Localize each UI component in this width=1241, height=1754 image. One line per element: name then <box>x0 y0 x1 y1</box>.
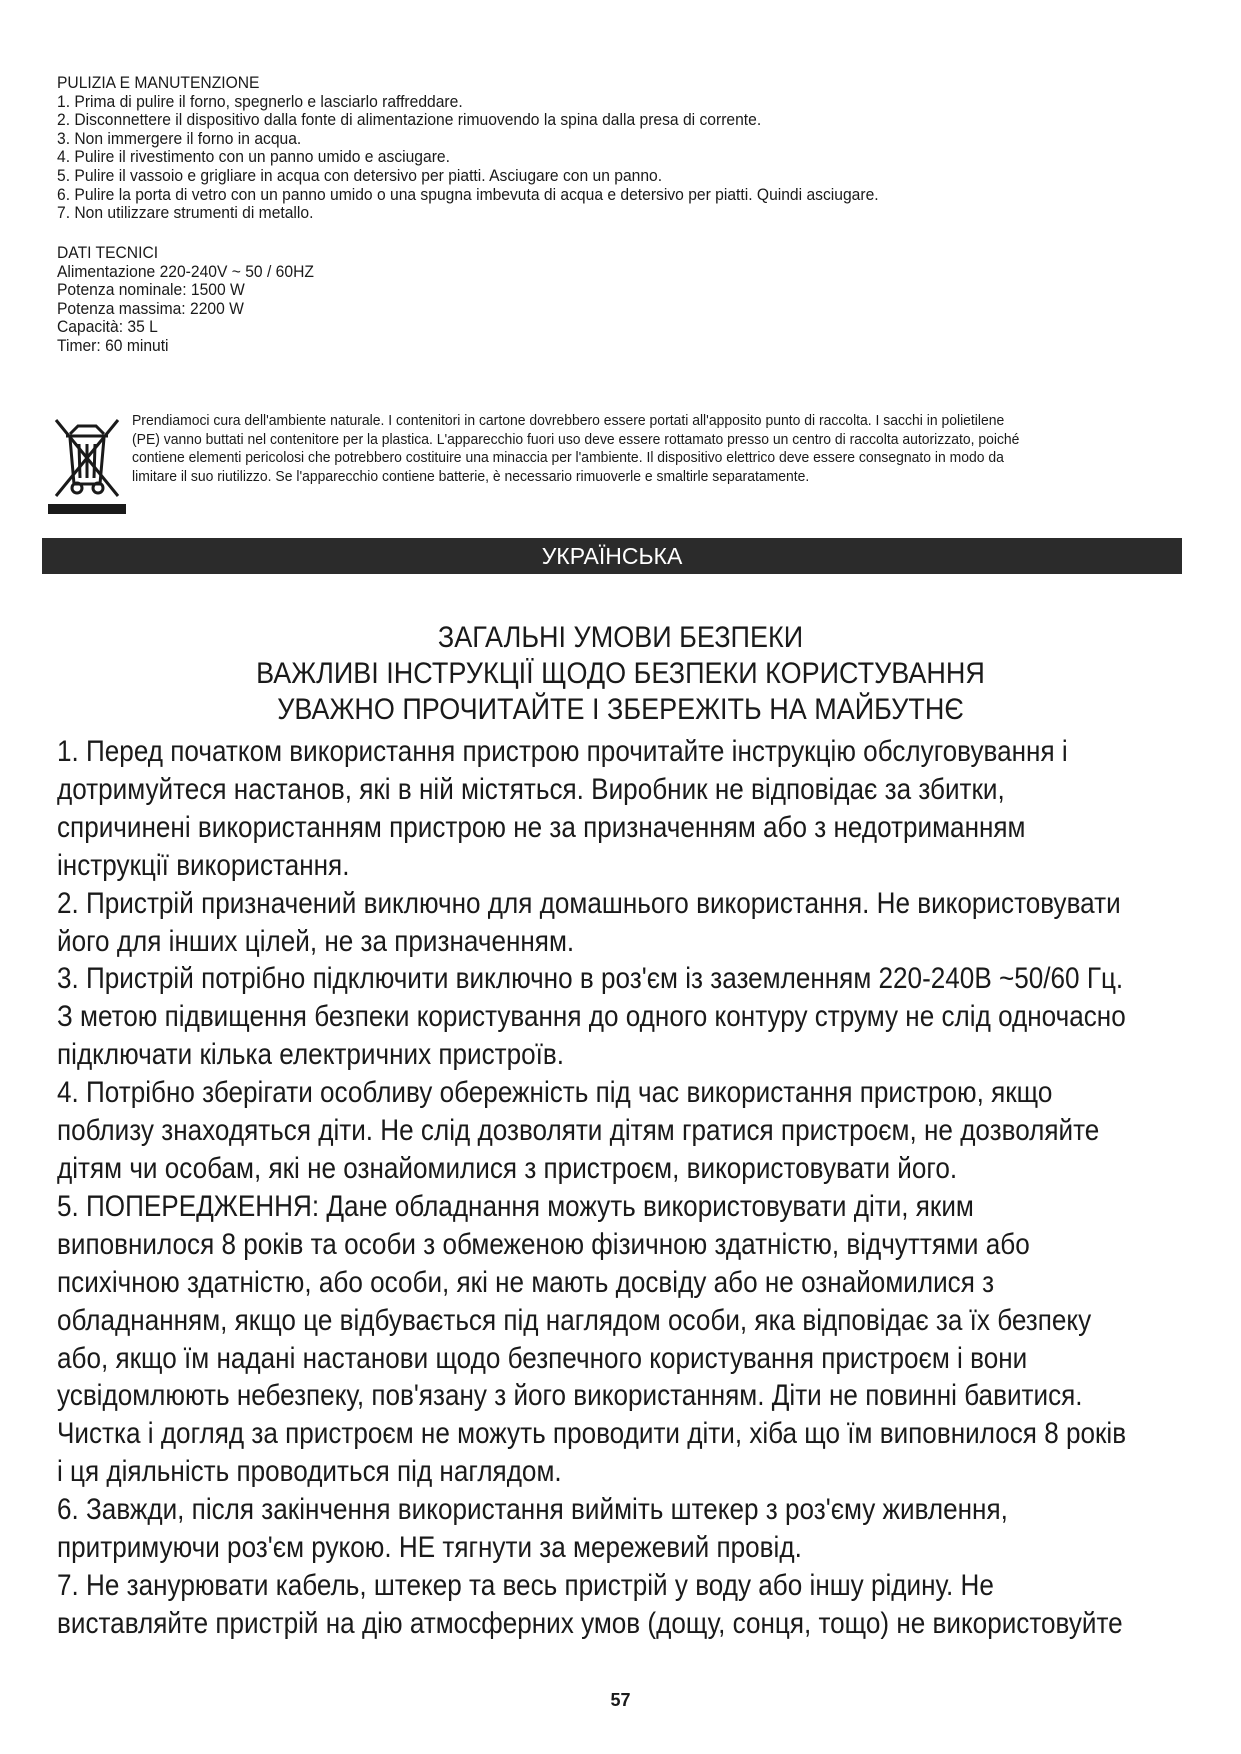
cleaning-item: 3. Non immergere il forno in acqua. <box>57 128 302 148</box>
safety-instructions <box>57 733 1154 1643</box>
body-line: 7. Не занурювати кабель, штекер та весь пристрій у воду або іншу рідину. Не <box>57 1568 994 1602</box>
tech-item: Potenza massima: 2200 W <box>57 298 244 318</box>
body-line: притримуючи роз'єм рукою. НЕ тягнути за мережевий провід. <box>57 1531 802 1565</box>
cleaning-section <box>57 74 1106 223</box>
body-line: обладнанням, якщо це відбувається під наглядом особи, яка відповідає за їх безпеку <box>57 1303 1092 1337</box>
crossed-out-bin-icon <box>46 414 128 514</box>
body-line: підключати кілька електричних пристроїв. <box>57 1038 565 1072</box>
body-line: дотримуйтеся настанов, які в ній містяться. Виробник не відповідає за збитки, <box>57 772 1005 806</box>
body-line: поблизу знаходяться діти. Не слід дозволяти дітям гратися пристроєм, не дозволяйте <box>57 1114 1100 1148</box>
page-number: 57 <box>610 1690 631 1710</box>
tech-data-section <box>57 244 1106 356</box>
cleaning-item: 2. Disconnettere il dispositivo dalla fonte di alimentazione rimuovendo la spina dalla presa di corrente. <box>57 110 762 130</box>
body-line: 1. Перед початком використання пристрою прочитайте інструкцію обслуговування і <box>57 735 1068 768</box>
language-label: УКРАЇНСЬКА <box>541 543 683 569</box>
body-line: 5. ПОПЕРЕДЖЕННЯ: Дане обладнання можуть використовувати діти, яким <box>57 1189 974 1223</box>
body-line: інструкції використання. <box>57 848 350 882</box>
cleaning-item: 1. Prima di pulire il forno, spegnerlo e lasciarlo raffreddare. <box>57 91 463 111</box>
body-line: спричинені використанням пристрою не за призначенням або з недотриманням <box>57 810 1026 844</box>
body-line: 3. Пристрій потрібно підключити виключно в роз'єм із заземленням 220-240В ~50/60 Гц. <box>57 962 1124 996</box>
body-line: усвідомлюють небезпеку, пов'язану з його використанням. Діти не повинні бавитися. <box>57 1379 1083 1413</box>
environment-line: contiene elementi pericolosi che potrebbero costituire una minaccia per l'ambiente. Il dispositivo elettrico deve essere consegnato in modo da <box>132 449 1004 466</box>
body-line: його для інших цілей, не за призначенням. <box>57 924 575 958</box>
tech-item: Alimentazione 220-240V ~ 50 / 60HZ <box>57 261 314 281</box>
safety-heading: ВАЖЛИВІ ІНСТРУКЦІЇ ЩОДО БЕЗПЕКИ КОРИСТУВАННЯ <box>256 657 985 690</box>
cleaning-title: PULIZIA E MANUTENZIONE <box>57 73 260 92</box>
tech-item: Capacità: 35 L <box>57 317 158 337</box>
environment-line: limitare il suo riutilizzo. Se l'apparecchio contiene batterie, è necessario rimuoverle e smaltirle separatamente. <box>132 467 810 485</box>
body-line: Чистка і догляд за пристроєм не можуть проводити діти, хіба що їм виповнилося 8 років <box>57 1417 1127 1451</box>
environment-line: Prendiamoci cura dell'ambiente naturale. I contenitori in cartone dovrebbero essere portati all'apposito punto di raccolta. I sacchi in polietilene <box>132 412 1005 429</box>
safety-headings <box>62 620 1179 728</box>
environment-line: (PE) vanno buttati nel contenitore per la plastica. L'apparecchio fuori uso deve essere rottamato presso un centro di raccolta autorizzato, poiché <box>132 430 1020 448</box>
body-line: виповнилося 8 років та особи з обмеженою фізичною здатністю, відчуттями або <box>57 1227 1030 1261</box>
body-line: 6. Завжди, після закінчення використання вийміть штекер з роз'єму живлення, <box>57 1493 1008 1527</box>
body-line: дітям чи особам, які не ознайомилися з пристроєм, використовувати його. <box>57 1151 958 1185</box>
body-line: 2. Пристрій призначений виключно для домашнього використання. Не використовувати <box>57 886 1121 920</box>
language-section-bar <box>42 538 1182 574</box>
cleaning-item: 5. Pulire il vassoio e grigliare in acqua con detersivo per piatti. Asciugare con un panno. <box>57 165 663 185</box>
environment-note <box>132 412 1136 486</box>
body-line: психічною здатністю, або особи, які не мають досвіду або не ознайомилися з <box>57 1265 995 1299</box>
cleaning-item: 7. Non utilizzare strumenti di metallo. <box>57 203 314 223</box>
body-line: і ця діяльність проводиться під наглядом. <box>57 1455 562 1489</box>
body-line: або, якщо їм надані настанови щодо безпечного користування пристроєм і вони <box>57 1341 1028 1375</box>
tech-title: DATI TECNICI <box>57 243 159 262</box>
cleaning-item: 4. Pulire il rivestimento con un panno umido e asciugare. <box>57 147 450 167</box>
tech-item: Potenza nominale: 1500 W <box>57 280 245 300</box>
body-line: З метою підвищення безпеки користування до одного контуру струму не слід одночасно <box>57 1000 1126 1034</box>
tech-item: Timer: 60 minuti <box>57 335 169 355</box>
safety-heading: УВАЖНО ПРОЧИТАЙТЕ І ЗБЕРЕЖІТЬ НА МАЙБУТНЄ <box>277 693 964 726</box>
safety-heading: ЗАГАЛЬНІ УМОВИ БЕЗПЕКИ <box>437 621 804 654</box>
body-line: виставляйте пристрій на дію атмосферних умов (дощу, сонця, тощо) не використовуйте <box>57 1606 1123 1640</box>
cleaning-item: 6. Pulire la porta di vetro con un panno umido o una spugna imbevuta di acqua e detersivo per piatti. Quindi asciugare. <box>57 184 879 204</box>
body-line: 4. Потрібно зберігати особливу обережність під час використання пристрою, якщо <box>57 1076 1053 1110</box>
